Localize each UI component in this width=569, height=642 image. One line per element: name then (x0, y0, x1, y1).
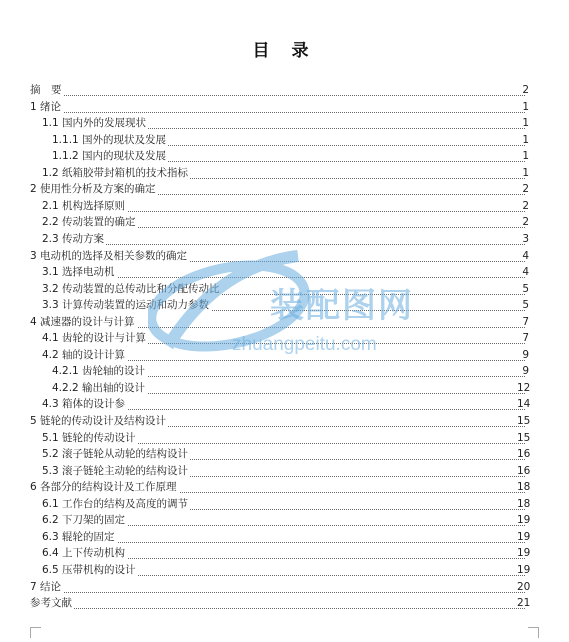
toc-entry-page: 2 (522, 199, 529, 212)
toc-leader-dots (30, 575, 525, 593)
toc-entry-label: 2.1 机构选择原则 (42, 198, 127, 215)
toc-entry-page: 2 (522, 216, 529, 229)
toc-entry-page: 1 (522, 150, 529, 163)
watermark-brand: 装配图网 (270, 286, 414, 326)
toc-leader-dots (30, 591, 525, 609)
toc-entry-page: 9 (522, 365, 529, 378)
toc-entry-page: 4 (522, 266, 529, 279)
toc-entry-label: 6.2 下刀架的固定 (42, 512, 127, 529)
toc-entry-label: 3.3 计算传动装置的运动和动力参数 (42, 297, 211, 314)
toc-entry-page: 12 (517, 381, 531, 394)
toc-entry-page: 16 (517, 448, 531, 461)
toc-entry-label: 5 链轮的传动设计及结构设计 (30, 413, 168, 430)
toc-leader-dots (30, 95, 525, 113)
page-corner-mark (30, 627, 41, 638)
toc-entry-page: 14 (517, 398, 531, 411)
toc-entry-label: 4.1 齿轮的设计与计算 (42, 330, 148, 347)
toc-entry-label: 1.1.1 国外的现状及发展 (52, 132, 168, 149)
toc-entry-label: 摘 要 (30, 82, 64, 99)
toc-entry-label: 2.3 传动方案 (42, 231, 106, 248)
toc-entry-page: 5 (522, 282, 529, 295)
toc-leader-dots (30, 78, 525, 96)
toc-entry-label: 2 使用性分析及方案的确定 (30, 181, 158, 198)
toc-entry-page: 18 (517, 481, 531, 494)
toc-entry-page: 1 (522, 166, 529, 179)
toc-entry-label: 6.1 工作台的结构及高度的调节 (42, 496, 190, 513)
toc-entry-page: 3 (522, 232, 529, 245)
toc-entry[interactable] (0, 595, 569, 612)
toc-entry-label: 4.3 箱体的设计参 (42, 396, 127, 413)
toc-entry-page: 19 (517, 547, 531, 560)
toc-entry-label: 1.2 纸箱胶带封箱机的技术指标 (42, 165, 190, 182)
toc-entry-label: 3.2 传动装置的总传动比和分配传动比 (42, 281, 222, 298)
toc-entry-label: 3 电动机的选择及相关参数的确定 (30, 248, 189, 265)
toc-title: 目 录 (252, 41, 317, 61)
toc-entry-label: 5.1 链轮的传动设计 (42, 430, 138, 447)
toc-entry-label: 5.2 滚子链轮从动轮的结构设计 (42, 446, 190, 463)
toc-entry-page: 18 (517, 497, 531, 510)
toc-entry-label: 4.2.1 齿轮轴的设计 (52, 363, 147, 380)
toc-entry-label: 5.3 滚子链轮主动轮的结构设计 (42, 463, 190, 480)
toc-entry-page: 19 (517, 530, 531, 543)
toc-entry-page: 4 (522, 249, 529, 262)
toc-entry-page: 7 (522, 332, 529, 345)
watermark-url: zhuangpeitu.com (232, 334, 377, 355)
toc-entry-page: 15 (517, 431, 531, 444)
toc-entry-label: 3.1 选择电动机 (42, 264, 117, 281)
toc-leader-dots (42, 227, 525, 245)
toc-entry-label: 6.5 压带机构的设计 (42, 562, 138, 579)
toc-entry-label: 1.1.2 国内的现状及发展 (52, 148, 168, 165)
toc-entry-label: 1.1 国内外的发展现状 (42, 115, 148, 132)
toc-entry-page: 1 (522, 133, 529, 146)
toc-entry-page: 21 (517, 597, 531, 610)
toc-entry-label: 1 绪论 (30, 99, 63, 116)
toc-entry-page: 7 (522, 315, 529, 328)
toc-entry-label: 4 减速器的设计与计算 (30, 314, 137, 331)
toc-entry-label: 4.2.2 输出轴的设计 (52, 380, 147, 397)
toc-entry-page: 2 (522, 84, 529, 96)
toc-entry-label: 6.4 上下传动机构 (42, 545, 127, 562)
toc-entry-page: 20 (517, 580, 531, 593)
toc-entry-label: 参考文献 (30, 595, 74, 612)
toc-entry-page: 15 (517, 415, 531, 427)
toc-entry-label: 4.2 轴的设计计算 (42, 347, 127, 364)
toc-entry-label: 6 各部分的结构设计及工作原理 (30, 479, 179, 496)
toc-entry-page: 19 (517, 514, 531, 527)
toc-entry-page: 16 (517, 464, 531, 477)
page-corner-mark (528, 627, 539, 638)
toc-entry-label: 6.3 辊轮的固定 (42, 529, 117, 546)
toc-entry-page: 9 (522, 348, 529, 361)
toc-entry-page: 1 (522, 100, 529, 113)
toc-entry-page: 5 (522, 299, 529, 312)
toc-entry-page: 19 (517, 563, 531, 576)
toc-entry-page: 2 (522, 183, 529, 196)
toc-entry-label: 7 结论 (30, 579, 63, 596)
toc-entry-label: 2.2 传动装置的确定 (42, 214, 138, 231)
toc-entry-page: 1 (522, 117, 529, 130)
